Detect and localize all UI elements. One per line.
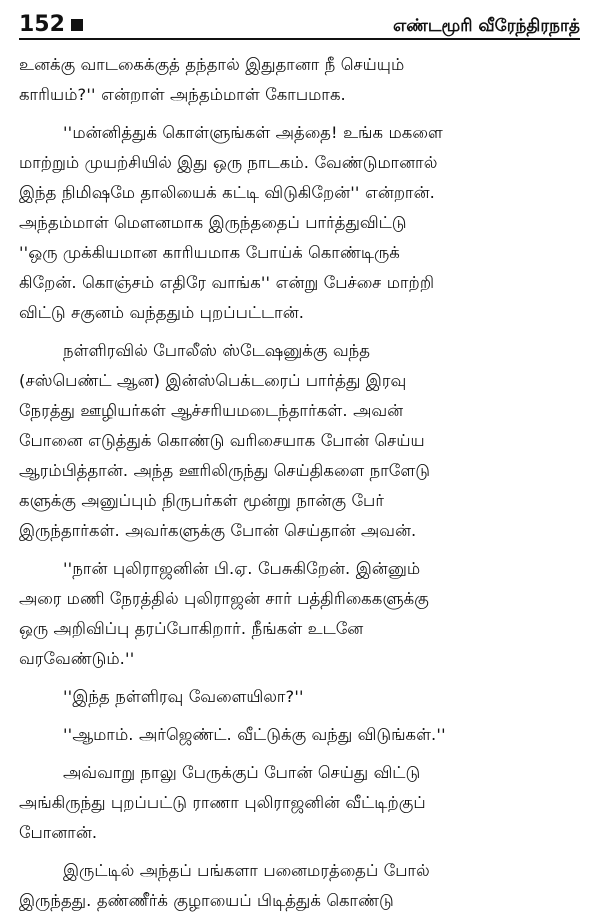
square-bullet-icon — [71, 19, 83, 31]
paragraph — [19, 118, 580, 328]
page-number — [19, 12, 83, 38]
text-line: இருட்டில் அந்தப் பங்களா பனைமரத்தைப் போல் — [63, 861, 430, 880]
text-line: ''ஒரு முக்கியமான காரியமாக போய்க் கொண்டிருக் — [19, 243, 400, 262]
page-number-text: 152 — [19, 12, 65, 37]
text-line: போனான். — [19, 823, 98, 842]
text-line: ''இந்த நள்ளிரவு வேளையிலா?'' — [63, 687, 304, 706]
text-line: ஒரு அறிவிப்பு தரப்போகிறார். நீங்கள் உடனே — [19, 619, 364, 638]
paragraph — [19, 682, 580, 712]
paragraph — [19, 758, 580, 848]
page-header — [19, 8, 580, 40]
body-text — [19, 50, 580, 916]
paragraph — [19, 554, 580, 674]
running-head: எண்டமூரி வீரேந்திரநாத் — [392, 16, 580, 36]
text-line: போனை எடுத்துக் கொண்டு வரிசையாக போன் செய்ய — [19, 431, 425, 450]
text-line: (சஸ்பெண்ட் ஆன) இன்ஸ்பெக்டரைப் பார்த்து இரவு — [19, 371, 407, 390]
paragraph — [19, 50, 580, 110]
text-line: களுக்கு அனுப்பும் நிருபர்கள் மூன்று நான்கு பேர் — [19, 491, 385, 510]
text-line: வரவேண்டும்.'' — [19, 649, 135, 668]
text-line: இருந்தார்கள். அவர்களுக்கு போன் செய்தான் அவன். — [19, 521, 417, 540]
text-line: விட்டு சகுனம் வந்ததும் புறப்பட்டான். — [19, 303, 305, 322]
text-line: உனக்கு வாடகைக்குத் தந்தால் இதுதானா நீ செய்யும் — [19, 55, 405, 74]
text-line: நேரத்து ஊழியர்கள் ஆச்சரியமடைந்தார்கள். அவன் — [19, 401, 404, 420]
text-line: அந்தம்மாள் மௌனமாக இருந்ததைப் பார்த்துவிட்டு — [19, 213, 407, 232]
text-line: மாற்றும் முயற்சியில் இது ஒரு நாடகம். வேண்டுமானால் — [19, 153, 438, 172]
text-line: நள்ளிரவில் போலீஸ் ஸ்டேஷனுக்கு வந்த — [63, 341, 371, 360]
paragraph — [19, 856, 580, 916]
text-line: காரியம்?'' என்றாள் அந்தம்மாள் கோபமாக. — [19, 85, 346, 104]
paragraph — [19, 720, 580, 750]
text-line: ''ஆமாம். அர்ஜெண்ட். வீட்டுக்கு வந்து விடுங்கள்.'' — [63, 725, 446, 744]
text-line: ''மன்னித்துக் கொள்ளுங்கள் அத்தை! உங்க மகளை — [63, 123, 443, 142]
text-line: அவ்வாறு நாலு பேருக்குப் போன் செய்து விட்டு — [63, 763, 421, 782]
text-line: ஆரம்பித்தான். அந்த ஊரிலிருந்து செய்திகளை நாளேடு — [19, 461, 430, 480]
text-line: கிறேன். கொஞ்சம் எதிரே வாங்க'' என்று பேச்சை மாற்றி — [19, 273, 435, 292]
text-line: அங்கிருந்து புறப்பட்டு ராணா புலிராஜனின் வீட்டிற்குப் — [19, 793, 426, 812]
text-line: அரை மணி நேரத்தில் புலிராஜன் சார் பத்திரிகைகளுக்கு — [19, 589, 429, 608]
text-line: ''நான் புலிராஜனின் பி.ஏ. பேசுகிறேன். இன்னும் — [63, 559, 421, 578]
paragraph — [19, 336, 580, 546]
text-line: இந்த நிமிஷமே தாலியைக் கட்டி விடுகிறேன்'' என்றான். — [19, 183, 435, 202]
text-line: இருந்தது. தண்ணீர்க் குழாயைப் பிடித்துக் கொண்டு — [19, 891, 394, 910]
